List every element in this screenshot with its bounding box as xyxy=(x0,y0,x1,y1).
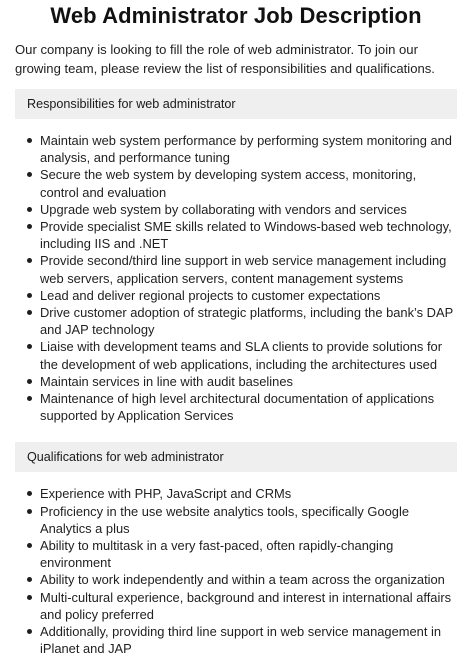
list-item-text: Provide second/third line support in web service management including web servers, application servers, content management systems xyxy=(40,253,447,286)
bullet-icon xyxy=(27,379,32,384)
list-item xyxy=(40,503,457,537)
list-item-text: Ability to work independently and within a team across the organization xyxy=(40,572,445,588)
list-item xyxy=(40,132,457,166)
list-item-text: Lead and deliver regional projects to customer expectations xyxy=(40,287,381,303)
list-item-text: Drive customer adoption of strategic platforms, including the bank’s DAP and JAP technology xyxy=(40,305,453,338)
bullet-icon xyxy=(27,293,32,298)
list-item-text: Liaise with development teams and SLA clients to provide solutions for the development of web applications, including the architectures used xyxy=(40,339,442,372)
list-item-text: Ability to multitask in a very fast-paced, often rapidly-changing environment xyxy=(40,538,394,571)
list-item-text: Maintain services in line with audit baselines xyxy=(40,373,293,389)
list-item-text: Upgrade web system by collaborating with vendors and services xyxy=(40,201,407,217)
list-item xyxy=(40,338,457,372)
bullet-icon xyxy=(27,207,32,212)
intro-paragraph: Our company is looking to fill the role of web administrator. To join our growing team, please review the list of responsibilities and qualifications. xyxy=(15,42,435,76)
bullet-icon xyxy=(27,396,32,401)
bullet-icon xyxy=(27,344,32,349)
list-item xyxy=(40,201,457,218)
responsibilities-heading: Responsibilities for web administrator xyxy=(15,89,457,119)
bullet-icon xyxy=(27,629,32,634)
qualifications-heading: Qualifications for web administrator xyxy=(15,442,457,472)
bullet-icon xyxy=(27,224,32,229)
qualifications-list xyxy=(15,485,457,657)
list-item-text: Secure the web system by developing system access, monitoring, control and evaluation xyxy=(40,167,417,200)
bullet-icon xyxy=(27,172,32,177)
list-item xyxy=(40,252,457,286)
list-item xyxy=(40,390,457,424)
bullet-icon xyxy=(27,138,32,143)
list-item-text: Experience with PHP, JavaScript and CRMs xyxy=(40,486,292,502)
list-item xyxy=(40,304,457,338)
list-item xyxy=(40,589,457,623)
list-item xyxy=(40,623,457,657)
responsibilities-list xyxy=(15,132,457,424)
list-item xyxy=(40,537,457,571)
list-item-text: Multi-cultural experience, background and interest in international affairs and policy preferred xyxy=(40,589,452,622)
list-item-text: Additionally, providing third line support in web service management in iPlanet and JAP xyxy=(40,624,442,657)
page-title: Web Administrator Job Description xyxy=(50,3,422,28)
bullet-icon xyxy=(27,543,32,548)
list-item xyxy=(40,485,457,502)
list-item-text: Maintenance of high level architectural documentation of applications supported by Application Services xyxy=(40,391,435,424)
bullet-icon xyxy=(27,258,32,263)
list-item xyxy=(40,218,457,252)
list-item xyxy=(40,373,457,390)
list-item xyxy=(40,287,457,304)
list-item-text: Provide specialist SME skills related to Windows-based web technology, including IIS and .NET xyxy=(40,219,452,252)
bullet-icon xyxy=(27,595,32,600)
list-item-text: Proficiency in the use website analytics tools, specifically Google Analytics a plus xyxy=(40,503,409,536)
bullet-icon xyxy=(27,577,32,582)
list-item xyxy=(40,166,457,200)
bullet-icon xyxy=(27,509,32,514)
bullet-icon xyxy=(27,491,32,496)
bullet-icon xyxy=(27,310,32,315)
list-item xyxy=(40,571,457,588)
list-item-text: Maintain web system performance by performing system monitoring and analysis, and performance tuning xyxy=(40,133,452,166)
